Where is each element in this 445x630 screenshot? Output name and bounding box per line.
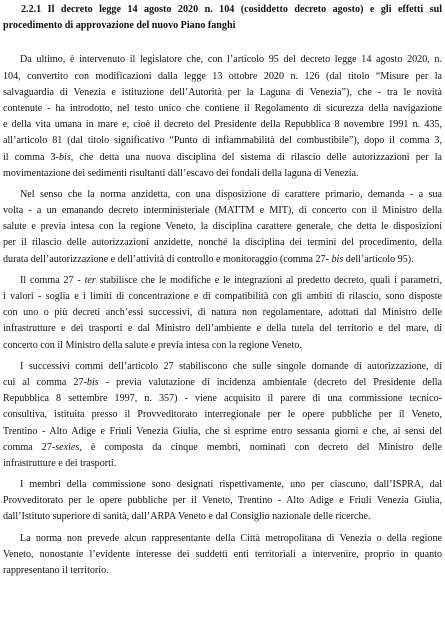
paragraph-line: con uno o più decreti anch’essi successivi, di natura non regolamentare, adottati dal Ministro delle bbox=[3, 307, 442, 319]
paragraph-line: Nel senso che la norma anzidetta, con una disposizione di carattere primario, demanda - a sua bbox=[20, 188, 442, 200]
paragraph-line: dall’Istituto superiore di sanità, dall’ARPA Veneto e dal Consiglio nazionale delle ricerche. bbox=[3, 511, 371, 523]
paragraph bbox=[3, 52, 442, 182]
paragraph bbox=[3, 359, 442, 472]
paragraph-line: rappresentano il territorio. bbox=[3, 565, 109, 576]
paragraph-line: durata dell’autorizzazione e dell’attività di controllo e monitoraggio (comma 27- bis dell’articolo 95). bbox=[3, 253, 414, 265]
paragraph-line: Il comma 27 - ter stabilisce che le modifiche e le integrazioni al predetto decreto, quali i parametri, bbox=[20, 274, 442, 286]
paragraph-line: La norma non prevede alcun rappresentante della Città metropolitana di Venezia o della regione bbox=[20, 532, 442, 544]
paragraph bbox=[3, 531, 442, 580]
paragraph bbox=[3, 187, 442, 268]
paragraph-line: infrastrutture e dei trasporti e dal Ministro dell’ambiente e della tutela del territorio e del mare, di bbox=[3, 323, 442, 335]
paragraph-line: salvaguardia di Venezia e istituzione dell’Autorità per la Laguna di Venezia”), che - tra le novità bbox=[3, 86, 442, 98]
heading-line: procedimento di approvazione del nuovo Piano fanghi bbox=[3, 20, 236, 32]
paragraph-line: infrastrutture e dei trasporti. bbox=[3, 457, 117, 469]
paragraph-line: comma 27-sexies, è composta da cinque membri, nominati con decreto del Ministro delle bbox=[3, 441, 442, 453]
paragraph-line: Da ultimo, è intervenuto il legislatore che, con l’articolo 95 del decreto legge 14 agosto 2020, n. bbox=[20, 54, 442, 66]
paragraph-line: e della vita umana in mare e, cioè il decreto del Presidente della Repubblica 8 novembre 1991 n. 435, bbox=[3, 119, 442, 131]
paragraph-line: volta - a un emanando decreto interministeriale (MATTM e MIT), di concerto con il Ministro della bbox=[3, 205, 442, 217]
paragraph-line: Provveditorato per le opere pubbliche per il Veneto, Trentino - Alto Adige e Friuli Venezia Giulia, bbox=[3, 495, 442, 507]
paragraph bbox=[3, 477, 442, 526]
heading-line: 2.2.1 Il decreto legge 14 agosto 2020 n. 104 (cosiddetto decreto agosto) e gli effetti sul bbox=[21, 4, 442, 15]
paragraph-line: salute e previa intesa con la regione Veneto, la disciplina carattere generale, che detta le disposizioni bbox=[3, 221, 442, 233]
paragraph-line: consultiva, istituita presso il Provveditorato interregionale per le opere pubbliche per il Veneto, bbox=[3, 409, 442, 421]
section-heading bbox=[3, 2, 442, 34]
paragraph-line: all’articolo 81 (dal titolo significativo “Punto di infiammabilità del combustibile”), dopo il comma 3, bbox=[3, 135, 442, 147]
paragraph-line: il comma 3-bis, che detta una nuova disciplina del sistema di rilascio delle autorizzazioni per la bbox=[3, 151, 443, 163]
paragraph-line: concerto con il Ministro della salute e previa intesa con la regione Veneto. bbox=[3, 339, 302, 351]
paragraph bbox=[3, 273, 442, 354]
paragraph-line: Repubblica 8 settembre 1997, n. 357) - viene acquisito il parere di una commissione tecnico- bbox=[3, 393, 442, 405]
paragraph-line: I successivi commi dell’articolo 27 stabiliscono che sulle singole domande di autorizzazione, di bbox=[20, 360, 442, 372]
paragraph-line: 104, convertito con modificazioni dalla legge 13 ottobre 2020 n. 126 (dal titolo “Misure per la bbox=[3, 70, 442, 82]
paragraph-line: i valori - soglia e i limiti di concentrazione e di compatibilità con gli ambiti di rilascio, sono disposte bbox=[3, 291, 442, 302]
paragraph-line: movimentazione dei sedimenti risultanti dall’escavo dei fondali della laguna di Venezia. bbox=[3, 167, 359, 179]
body-text bbox=[3, 52, 442, 579]
paragraph-line: cui al comma 27-bis - previa valutazione di incidenza ambientale (decreto del Presidente della bbox=[3, 376, 442, 388]
paragraph-line: contenute - ha introdotto, nel testo unico che contiene il Regolamento di sicurezza della navigazione bbox=[3, 102, 442, 114]
document-page bbox=[3, 2, 442, 628]
paragraph-line: per il rilascio delle autorizzazioni anzidette, nonché la disciplina dei termini del procedimento, della bbox=[3, 237, 442, 249]
paragraph-line: Trentino - Alto Adige e Friuli Venezia Giulia, che si esprime entro sessanta giorni e che, ai sensi del bbox=[3, 425, 442, 437]
paragraph-line: I membri della commissione sono designati rispettivamente, uno per ciascuno, dall’ISPRA, dal bbox=[20, 479, 442, 491]
paragraph-line: Veneto, nonostante l’evidente interesse dei suddetti enti territoriali a intervenire, proprio in quanto bbox=[3, 548, 442, 560]
